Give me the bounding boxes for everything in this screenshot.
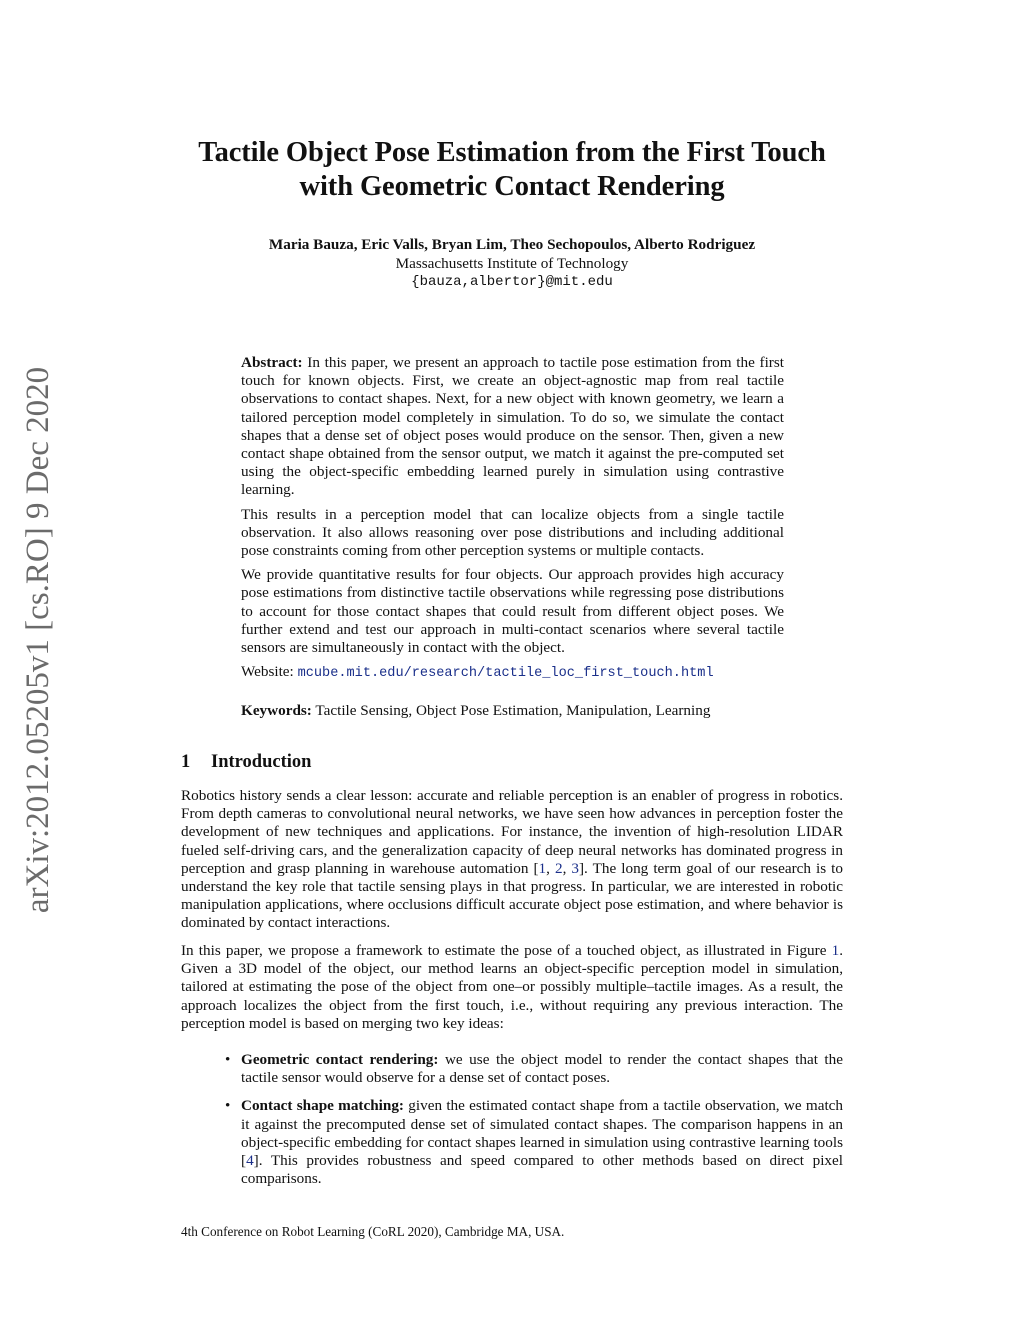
citation-1[interactable]: 1 [538,859,547,877]
abstract-paragraph-3: We provide quantitative results for four objects. Our approach provides high accuracy pose estimations from distinctive tactile observations while regressing pose distributions to account for those contact shapes that could result from different object poses. We further extend and test our approach in multi-contact scenarios where several tactile sensors are simultaneously in contact with the object. [241,566,784,657]
abstract-label: Abstract: [241,354,303,371]
citation-3[interactable]: 3 [571,859,579,877]
keywords-text: Tactile Sensing, Object Pose Estimation, Manipulation, Learning [315,702,711,719]
title-line-1: Tactile Object Pose Estimation from the First Touch [198,137,826,168]
intro-p2-text-a: In this paper, we propose a framework to estimate the pose of a touched object, as illustrated in Figure [181,942,832,959]
title-line-2: with Geometric Contact Rendering [299,171,725,202]
website-link[interactable]: mcube.mit.edu/research/tactile_loc_first_touch.html [297,666,714,682]
intro-p1-text-b: ]. The long term goal of our research is to understand the key role that tactile sensing plays in that progress. In particular, we are interested in robotic manipulation applications, where occlusions difficult accurate object pose estimation, and where behavior is dominated by contact interactions. [181,859,843,932]
abstract-paragraph-1 [241,354,784,500]
intro-paragraph-1: Robotics history sends a clear lesson: accurate and reliable perception is an enabler of progress in robotics. From depth cameras to convolutional neural networks, we have seen how advances in perception foster the development of new techniques and applications. For instance, the invention of high-resolution LIDAR fueled self-driving cars, and the generalization capacity of deep neural networks has dominated progress in perception and grasp planning in warehouse automation [1, 2, 3]. The long term goal of our research is to understand the key role that tactile sensing plays in that progress. In particular, we are interested in robotic manipulation applications, where occlusions difficult accurate object pose estimation, and where behavior is dominated by contact interactions. [181,787,843,932]
abstract [241,354,784,689]
bullet-1-text: we use the object model to render the contact shapes that the tactile sensor would observe for a dense set of contact poses. [241,1051,843,1087]
intro-p2-text-b: . Given a 3D model of the object, our method learns an object-specific perception model in simulation, tailored at estimating the pose of the object from one–or possibly multiple–tactile images. As a result, the approach localizes the object from the first touch, i.e., without requiring any previous interaction. The perception model is based on merging two key ideas: [181,942,843,1032]
author-email: {bauza,albertor}@mit.edu [411,274,613,290]
section-title: Introduction [211,752,312,772]
website-label: Website: [241,663,294,681]
citation-2[interactable]: 2 [554,859,563,877]
paper-title [100,136,924,204]
bullet-item-geometric-contact-rendering [225,1051,843,1087]
figure-ref-1[interactable]: 1 [831,942,840,959]
citation-4[interactable]: 4 [246,1152,254,1170]
bullet-2-text-b: ]. This provides robustness and speed compared to other methods based on direct pixel comparisons. [241,1152,843,1188]
bullet-1-label: Geometric contact rendering: [241,1051,439,1068]
arxiv-stamp: arXiv:2012.05205v1 [cs.RO] 9 Dec 2020 [20,366,56,914]
bullet-dot: • [225,1097,231,1115]
institution: Massachusetts Institute of Technology [395,255,629,272]
bullet-2-label: Contact shape matching: [241,1097,404,1115]
conference-footer: 4th Conference on Robot Learning (CoRL 2020), Cambridge MA, USA. [181,1224,565,1239]
intro-p1-text-a: Robotics history sends a clear lesson: accurate and reliable perception is an enabler of progress in robotics. From depth cameras to convolutional neural networks, we have seen how advances in perception foster the development of new techniques and applications. For instance, the invention of high-resolution LIDAR fueled self-driving cars, and the generalization capacity of deep neural networks has dominated progress in perception and grasp planning in warehouse automation [ [181,787,843,877]
abstract-text-1: In this paper, we present an approach to tactile pose estimation from the first touch for known objects. First, we create an object-agnostic map from real tactile observations to contact shapes. Next, for a new object with known geometry, we learn a tailored perception model completely in simulation. To do so, we simulate the contact shapes that a dense set of object poses would produce on the sensor. Then, given a new contact shape obtained from the sensor output, we match it against the pre-computed set using the object-specific embedding learned purely in simulation using contrastive learning. [241,354,784,499]
section-number: 1 [181,752,191,772]
author-list: Maria Bauza, Eric Valls, Bryan Lim, Theo Sechopoulos, Alberto Rodriguez [268,236,756,253]
bullet-item-contact-shape-matching [225,1097,843,1188]
keywords [241,702,801,720]
abstract-website [241,663,784,683]
intro-paragraph-2 [181,942,843,1033]
abstract-paragraph-2: This results in a perception model that can localize objects from a single tactile observation. It also allows reasoning over pose distributions and including additional pose constraints coming from other perception systems or multiple contacts. [241,505,784,560]
bullet-2-text-a: given the estimated contact shape from a tactile observation, we match it against the precomputed dense set of simulated contact shapes. The comparison happens in an object-specific embedding for contact shapes learned in simulation using contrastive learning tools [ [241,1097,843,1170]
keywords-label: Keywords: [241,702,312,719]
bullet-list [225,1051,843,1198]
section-heading [181,752,311,773]
bullet-dot: • [225,1051,231,1068]
